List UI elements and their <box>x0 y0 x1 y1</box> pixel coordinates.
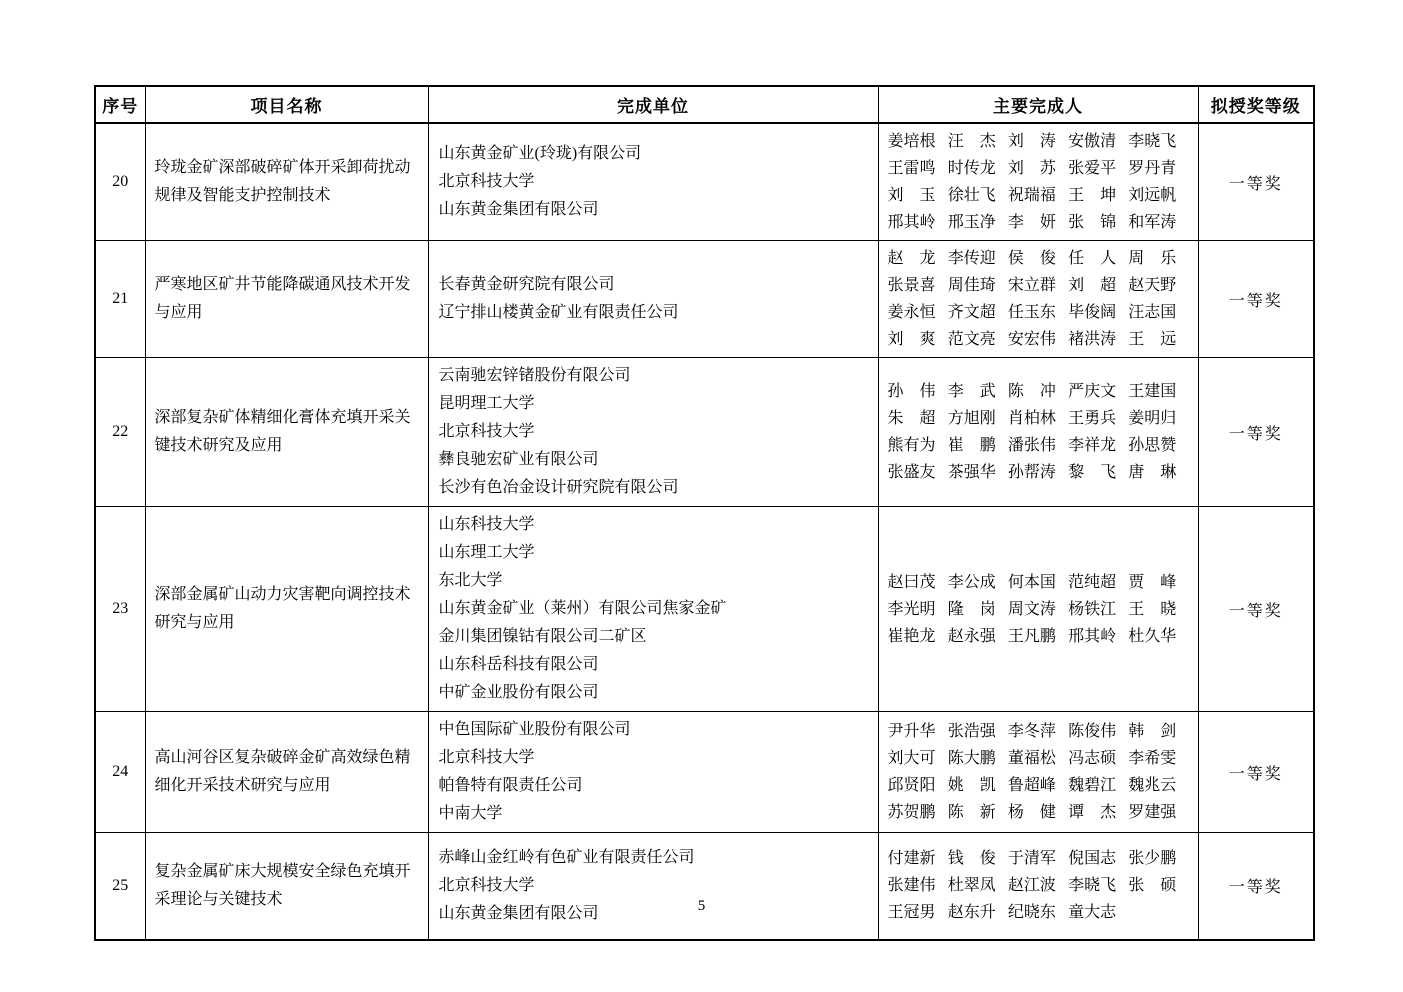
header-cell: 主要完成人 <box>878 86 1198 123</box>
person-name: 张盛友 <box>887 464 936 481</box>
person-name: 安宏伟 <box>1007 331 1056 348</box>
project-title-cell: 深部复杂矿体精细化膏体充填开采关键技术研究及应用 <box>145 358 428 507</box>
unit-line: 北京科技大学 <box>438 173 535 190</box>
person-name: 刘 苏 <box>1007 160 1056 177</box>
person-name: 赵永强 <box>947 627 996 645</box>
person-name: 王凡鹏 <box>1007 627 1056 645</box>
units-cell <box>428 507 878 712</box>
person-name: 崔艳龙 <box>887 627 936 645</box>
project-title-cell: 深部金属矿山动力灾害靶向调控技术研究与应用 <box>145 507 428 712</box>
person-name: 李晓飞 <box>1068 877 1117 895</box>
unit-line: 彝良驰宏矿业有限公司 <box>438 451 599 468</box>
header-cell: 序号 <box>95 86 145 123</box>
person-name: 何本国 <box>1007 573 1056 591</box>
person-name: 茶强华 <box>947 464 996 481</box>
units-cell <box>428 833 878 940</box>
people-grid <box>888 245 1189 353</box>
person-name: 陈大鹏 <box>947 750 996 767</box>
person-name: 朱 超 <box>887 410 936 427</box>
person-name: 王 远 <box>1128 331 1177 348</box>
person-name: 姜明归 <box>1128 410 1177 427</box>
person-name: 罗建强 <box>1128 804 1177 821</box>
header-cell: 拟授奖等级 <box>1198 86 1314 123</box>
unit-line: 长沙有色冶金设计研究院有限公司 <box>438 479 679 496</box>
person-name: 纪晓东 <box>1007 904 1056 922</box>
award-cell: 一等奖 <box>1198 833 1314 940</box>
person-name: 周佳琦 <box>947 277 996 294</box>
unit-line: 山东黄金集团有限公司 <box>438 201 599 218</box>
person-name: 王冠男 <box>887 904 936 922</box>
person-name: 鲁超峰 <box>1007 777 1056 794</box>
person-name: 赵天野 <box>1128 277 1177 294</box>
person-name: 付建新 <box>887 850 936 868</box>
person-name: 刘 涛 <box>1007 133 1056 150</box>
unit-line: 山东黄金矿业(玲珑)有限公司 <box>438 145 642 162</box>
people-grid <box>888 128 1189 236</box>
person-name: 隆 岗 <box>947 600 996 618</box>
person-name: 潘张伟 <box>1007 437 1056 454</box>
person-name: 倪国志 <box>1068 850 1117 868</box>
table-row <box>95 507 1314 712</box>
person-name: 赵江波 <box>1007 877 1056 895</box>
person-name: 李传迎 <box>947 250 996 267</box>
person-name: 贾 峰 <box>1128 573 1177 591</box>
person-name: 张 硕 <box>1128 877 1177 895</box>
person-name: 苏贺鹏 <box>887 804 936 821</box>
people-grid <box>888 569 1189 650</box>
person-name: 黎 飞 <box>1068 464 1117 481</box>
unit-line: 中色国际矿业股份有限公司 <box>438 721 631 738</box>
award-cell: 一等奖 <box>1198 358 1314 507</box>
row-number-cell: 21 <box>95 241 145 358</box>
units-cell <box>428 358 878 507</box>
person-name: 范文亮 <box>947 331 996 348</box>
person-name: 陈俊伟 <box>1068 723 1117 740</box>
person-name: 李希雯 <box>1128 750 1177 767</box>
units-cell <box>428 123 878 241</box>
person-name: 李冬萍 <box>1007 723 1056 740</box>
people-grid <box>888 718 1189 826</box>
person-name: 于清军 <box>1007 850 1056 868</box>
people-cell <box>878 241 1198 358</box>
person-name: 李 妍 <box>1007 214 1056 231</box>
person-name: 李 武 <box>947 383 996 400</box>
person-name: 徐壮飞 <box>947 187 996 204</box>
project-title-cell: 复杂金属矿床大规模安全绿色充填开采理论与关键技术 <box>145 833 428 940</box>
row-number-cell: 22 <box>95 358 145 507</box>
person-name: 王雷鸣 <box>887 160 936 177</box>
people-cell <box>878 833 1198 940</box>
person-name: 任玉东 <box>1007 304 1056 321</box>
person-name: 魏碧江 <box>1068 777 1117 794</box>
person-name: 刘 超 <box>1068 277 1117 294</box>
person-name: 邢其岭 <box>1068 627 1117 645</box>
person-name: 刘 玉 <box>887 187 936 204</box>
person-name: 孙思赞 <box>1128 437 1177 454</box>
person-name: 杨 健 <box>1007 804 1056 821</box>
units-cell <box>428 241 878 358</box>
person-name: 李晓飞 <box>1128 133 1177 150</box>
person-name: 邢其岭 <box>887 214 936 231</box>
table-header-row <box>95 86 1314 123</box>
person-name: 张景喜 <box>887 277 936 294</box>
person-name: 邢玉净 <box>947 214 996 231</box>
unit-line: 北京科技大学 <box>438 423 535 440</box>
person-name: 谭 杰 <box>1068 804 1117 821</box>
person-name: 赵 龙 <box>887 250 936 267</box>
person-name: 严庆文 <box>1068 383 1117 400</box>
person-name: 杨铁江 <box>1068 600 1117 618</box>
person-name: 安傲清 <box>1068 133 1117 150</box>
table-row <box>95 123 1314 241</box>
unit-line: 山东黄金集团有限公司 <box>438 904 599 922</box>
row-number-cell: 24 <box>95 712 145 833</box>
unit-line: 山东科技大学 <box>438 516 535 533</box>
person-name: 祝瑞福 <box>1007 187 1056 204</box>
person-name: 张 锦 <box>1068 214 1117 231</box>
person-name: 褚洪涛 <box>1068 331 1117 348</box>
unit-line: 山东理工大学 <box>438 544 535 561</box>
project-title-cell: 严寒地区矿井节能降碳通风技术开发与应用 <box>145 241 428 358</box>
row-number-cell: 25 <box>95 833 145 940</box>
row-number-cell: 23 <box>95 507 145 712</box>
person-name: 董福松 <box>1007 750 1056 767</box>
unit-line: 金川集团镍钴有限公司二矿区 <box>438 628 647 645</box>
unit-line: 昆明理工大学 <box>438 395 535 412</box>
person-name: 罗丹青 <box>1128 160 1177 177</box>
person-name: 尹升华 <box>887 723 936 740</box>
unit-line: 山东科岳科技有限公司 <box>438 656 599 673</box>
unit-line: 辽宁排山楼黄金矿业有限责任公司 <box>438 304 679 321</box>
table-body <box>95 123 1314 940</box>
person-name: 张浩强 <box>947 723 996 740</box>
unit-line: 中矿金业股份有限公司 <box>438 684 599 701</box>
person-name: 肖柏林 <box>1007 410 1056 427</box>
person-name: 刘远帆 <box>1128 187 1177 204</box>
person-name: 李光明 <box>887 600 936 618</box>
person-name: 侯 俊 <box>1007 250 1056 267</box>
table-row <box>95 241 1314 358</box>
person-name: 李公成 <box>947 573 996 591</box>
people-cell <box>878 358 1198 507</box>
person-name: 赵曰茂 <box>887 573 936 591</box>
unit-line: 北京科技大学 <box>438 749 535 766</box>
table-row <box>95 712 1314 833</box>
person-name: 陈 新 <box>947 804 996 821</box>
person-name: 范纯超 <box>1068 573 1117 591</box>
person-name: 周文涛 <box>1007 600 1056 618</box>
person-name: 张爱平 <box>1068 160 1117 177</box>
people-grid <box>888 378 1189 486</box>
person-name: 刘 爽 <box>887 331 936 348</box>
person-name: 邱贤阳 <box>887 777 936 794</box>
person-name: 宋立群 <box>1007 277 1056 294</box>
person-name: 崔 鹏 <box>947 437 996 454</box>
person-name: 和军涛 <box>1128 214 1177 231</box>
person-name: 陈 冲 <box>1007 383 1056 400</box>
header-cell: 项目名称 <box>145 86 428 123</box>
people-cell <box>878 507 1198 712</box>
unit-line: 东北大学 <box>438 572 503 589</box>
person-name: 时传龙 <box>947 160 996 177</box>
row-number-cell: 20 <box>95 123 145 241</box>
award-cell: 一等奖 <box>1198 712 1314 833</box>
page-number: 5 <box>697 898 706 914</box>
person-name: 王建国 <box>1128 383 1177 400</box>
unit-line: 帕鲁特有限责任公司 <box>438 777 583 794</box>
person-name: 姜培根 <box>887 133 936 150</box>
person-name: 唐 琳 <box>1128 464 1177 481</box>
person-name: 方旭刚 <box>947 410 996 427</box>
units-cell <box>428 712 878 833</box>
award-cell: 一等奖 <box>1198 123 1314 241</box>
person-name: 童大志 <box>1068 904 1117 922</box>
person-name: 熊有为 <box>887 437 936 454</box>
person-name: 毕俊阔 <box>1068 304 1117 321</box>
table-row <box>95 358 1314 507</box>
unit-line: 北京科技大学 <box>438 876 535 894</box>
person-name: 汪 杰 <box>947 133 996 150</box>
person-name: 姜永恒 <box>887 304 936 321</box>
person-name: 张少鹏 <box>1128 850 1177 868</box>
person-name: 王 坤 <box>1068 187 1117 204</box>
person-name: 魏兆云 <box>1128 777 1177 794</box>
person-name: 任 人 <box>1068 250 1117 267</box>
person-name: 冯志硕 <box>1068 750 1117 767</box>
table-row <box>95 833 1314 940</box>
person-name: 赵东升 <box>947 904 996 922</box>
person-name: 姚 凯 <box>947 777 996 794</box>
project-title-cell: 玲珑金矿深部破碎矿体开采卸荷扰动规律及智能支护控制技术 <box>145 123 428 241</box>
person-name: 杜翠凤 <box>947 877 996 895</box>
people-cell <box>878 712 1198 833</box>
people-cell <box>878 123 1198 241</box>
person-name: 张建伟 <box>887 877 936 895</box>
person-name: 周 乐 <box>1128 250 1177 267</box>
person-name: 汪志国 <box>1128 304 1177 321</box>
header-cell: 完成单位 <box>428 86 878 123</box>
person-name: 韩 剑 <box>1128 723 1177 740</box>
person-name: 杜久华 <box>1128 627 1177 645</box>
person-name: 孙帮涛 <box>1007 464 1056 481</box>
award-cell: 一等奖 <box>1198 507 1314 712</box>
person-name: 李祥龙 <box>1068 437 1117 454</box>
unit-line: 赤峰山金红岭有色矿业有限责任公司 <box>438 848 695 866</box>
unit-line: 山东黄金矿业（莱州）有限公司焦家金矿 <box>438 600 727 617</box>
person-name: 孙 伟 <box>887 383 936 400</box>
person-name: 刘大可 <box>887 750 936 767</box>
person-name: 王 晓 <box>1128 600 1177 618</box>
project-title-cell: 高山河谷区复杂破碎金矿高效绿色精细化开采技术研究与应用 <box>145 712 428 833</box>
unit-line: 中南大学 <box>438 805 503 822</box>
person-name: 钱 俊 <box>947 850 996 868</box>
unit-line: 长春黄金研究院有限公司 <box>438 276 615 293</box>
person-name: 齐文超 <box>947 304 996 321</box>
unit-line: 云南驰宏锌锗股份有限公司 <box>438 367 631 384</box>
award-cell: 一等奖 <box>1198 241 1314 358</box>
award-table <box>94 85 1315 941</box>
person-name: 王勇兵 <box>1068 410 1117 427</box>
